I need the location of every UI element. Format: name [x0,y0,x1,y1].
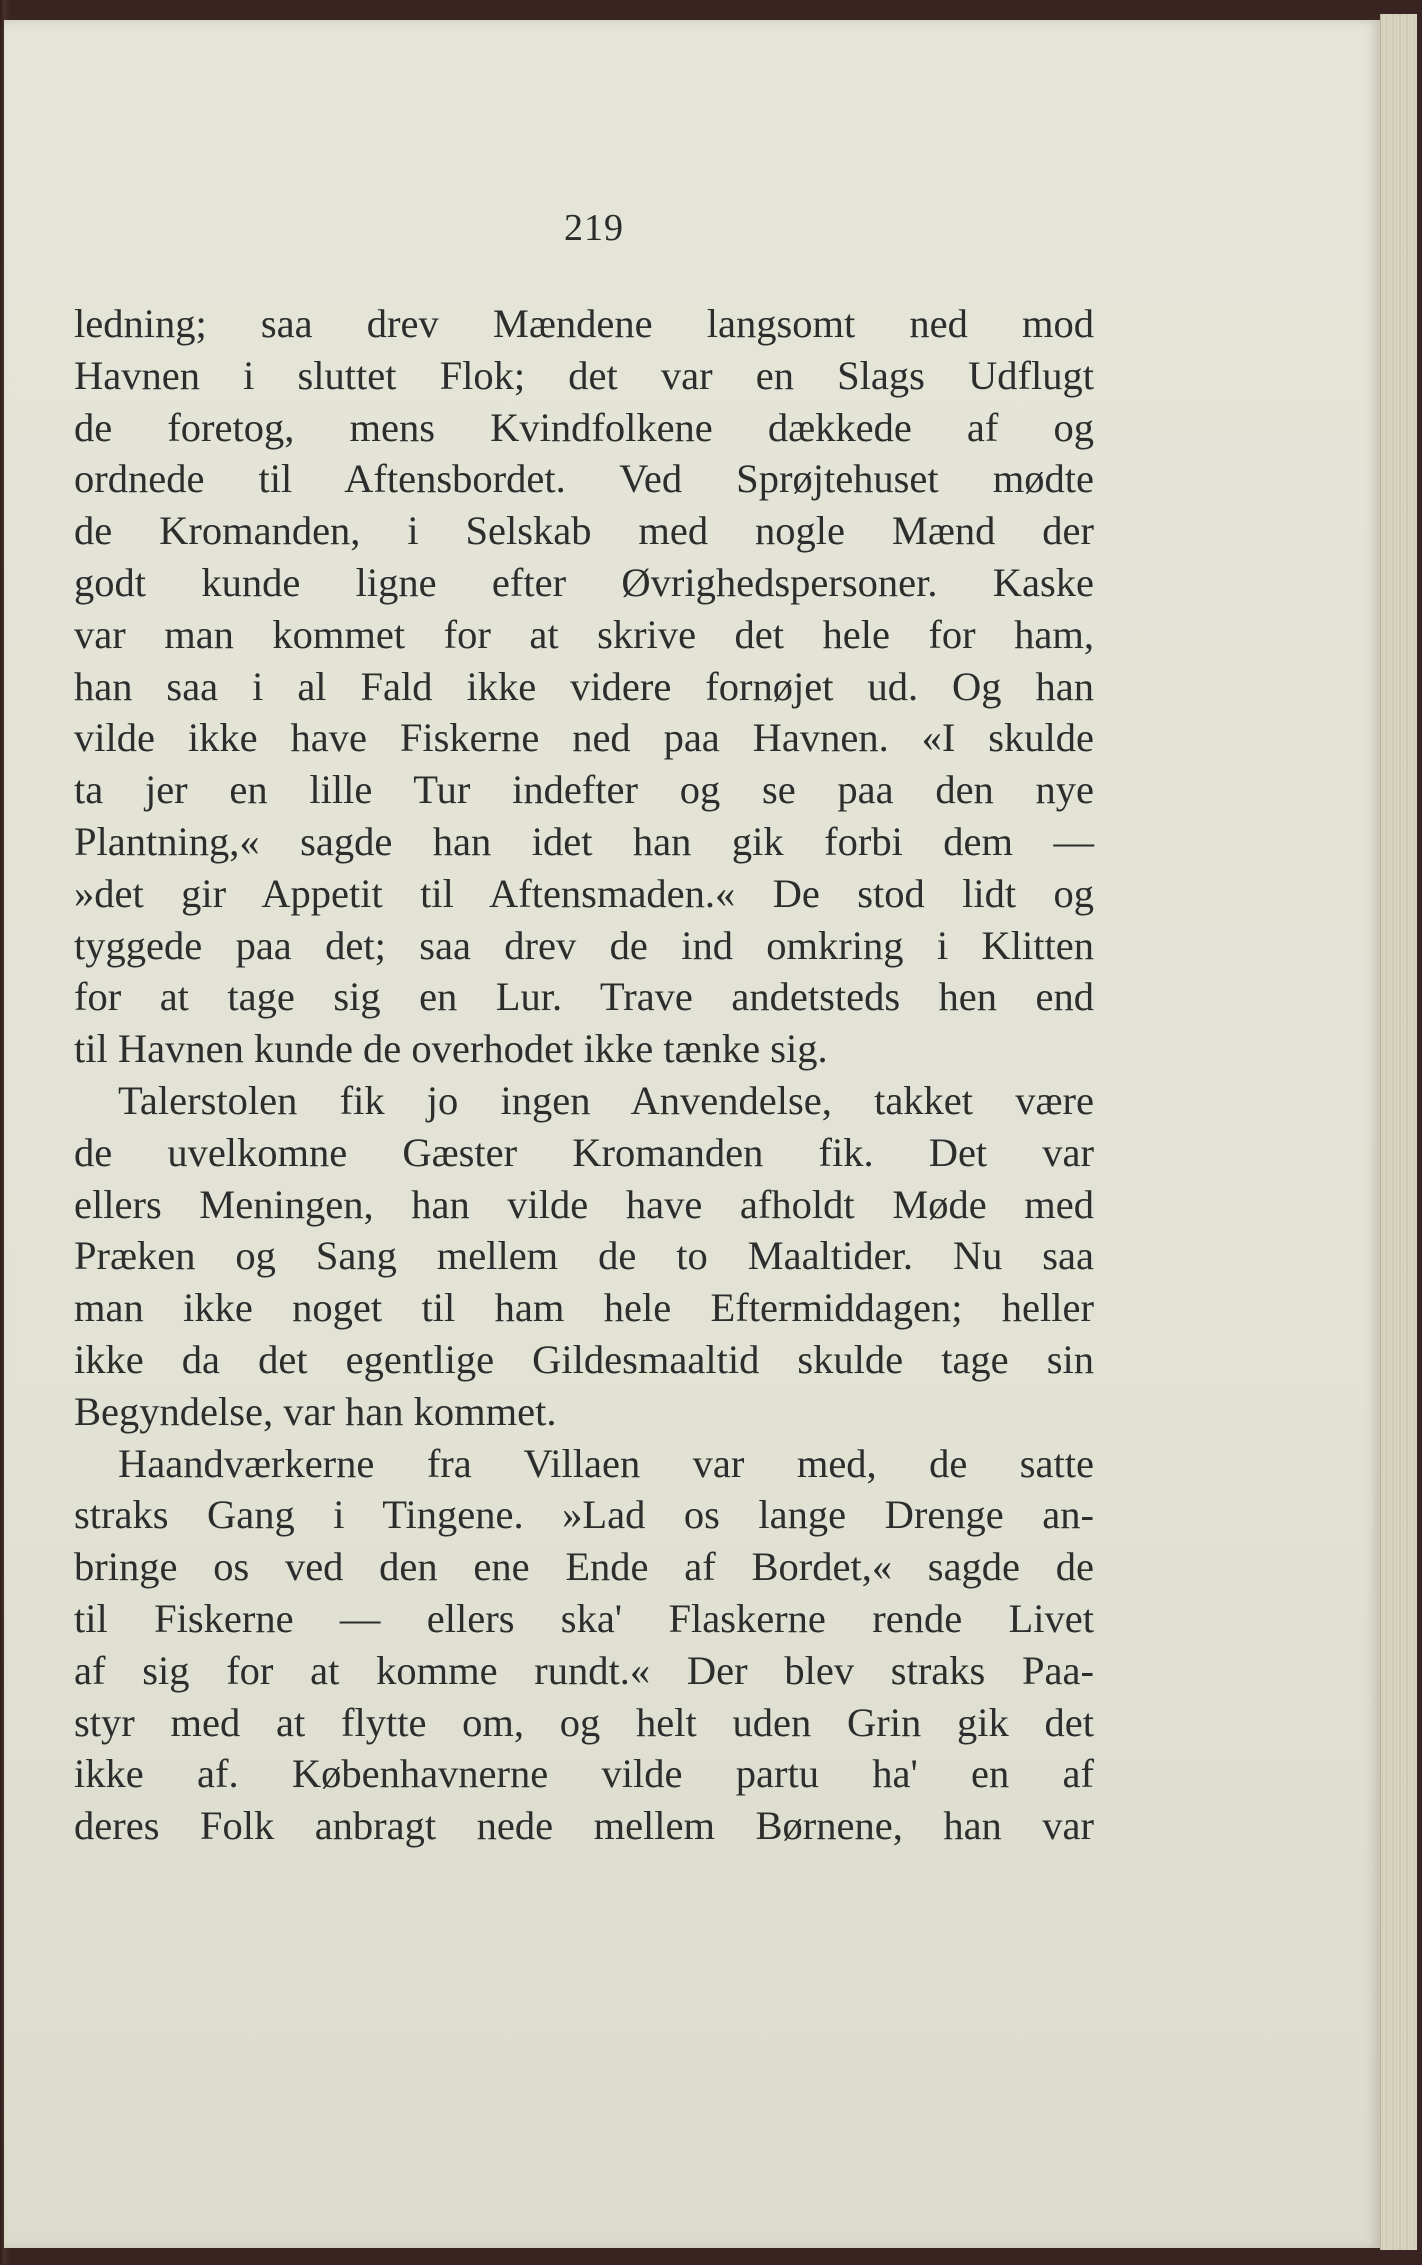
book-page [4,20,1380,2248]
text-line: Plantning,« sagde han idet han gik forbi dem — [74,818,1094,864]
text-line: Talerstolen fik jo ingen Anvendelse, takket være [118,1077,1094,1123]
text-line: man ikke noget til ham hele Eftermiddagen; heller [74,1285,1094,1331]
text-line: Havnen i sluttet Flok; det var en Slags Udflugt [74,352,1094,398]
text-line: godt kunde ligne efter Øvrighedspersoner. Kaske [74,559,1094,605]
text-line: ledning; saa drev Mændene langsomt ned mod [74,301,1094,346]
text-line: ikke af. Københavnerne vilde partu ha' en af [74,1751,1094,1797]
text-line: ikke da det egentlige Gildesmaaltid skulde tage sin [74,1336,1094,1382]
page-edges [1380,14,1417,2250]
page-number: 219 [564,207,624,249]
text-line: af sig for at komme rundt.« Der blev straks Paa- [74,1647,1094,1693]
text-line: han saa i al Fald ikke videre fornøjet ud. Og han [74,663,1094,709]
text-line: tyggede paa det; saa drev de ind omkring i Klitten [74,922,1094,968]
text-line: Begyndelse, var han kommet. [74,1388,557,1434]
text-line: de foretog, mens Kvindfolkene dækkede af og [74,404,1094,450]
text-line: til Fiskerne — ellers ska' Flaskerne rende Livet [74,1595,1094,1641]
text-line: ta jer en lille Tur indefter og se paa den nye [74,767,1094,813]
text-line: for at tage sig en Lur. Trave andetsteds hen end [74,974,1094,1020]
text-line: Haandværkerne fra Villaen var med, de satte [118,1440,1094,1486]
text-line: straks Gang i Tingene. »Lad os lange Drenge an- [74,1492,1094,1538]
body-text [74,298,1094,1852]
text-line: bringe os ved den ene Ende af Bordet,« sagde de [74,1544,1094,1590]
text-line: »det gir Appetit til Aftensmaden.« De stod lidt og [74,870,1094,916]
text-line: de uvelkomne Gæster Kromanden fik. Det var [74,1129,1094,1175]
text-line: ellers Meningen, han vilde have afholdt Møde med [74,1181,1094,1227]
text-line: ordnede til Aftensbordet. Ved Sprøjtehuset mødte [74,456,1094,502]
text-line: styr med at flytte om, og helt uden Grin gik det [74,1699,1094,1745]
text-line: var man kommet for at skrive det hele for ham, [74,611,1094,657]
text-line: til Havnen kunde de overhodet ikke tænke sig. [74,1026,828,1072]
text-line: Præken og Sang mellem de to Maaltider. Nu saa [74,1233,1094,1279]
text-line: deres Folk anbragt nede mellem Børnene, han var [74,1803,1094,1849]
text-line: vilde ikke have Fiskerne ned paa Havnen. «I skulde [74,715,1094,761]
text-line: de Kromanden, i Selskab med nogle Mænd der [74,508,1094,554]
